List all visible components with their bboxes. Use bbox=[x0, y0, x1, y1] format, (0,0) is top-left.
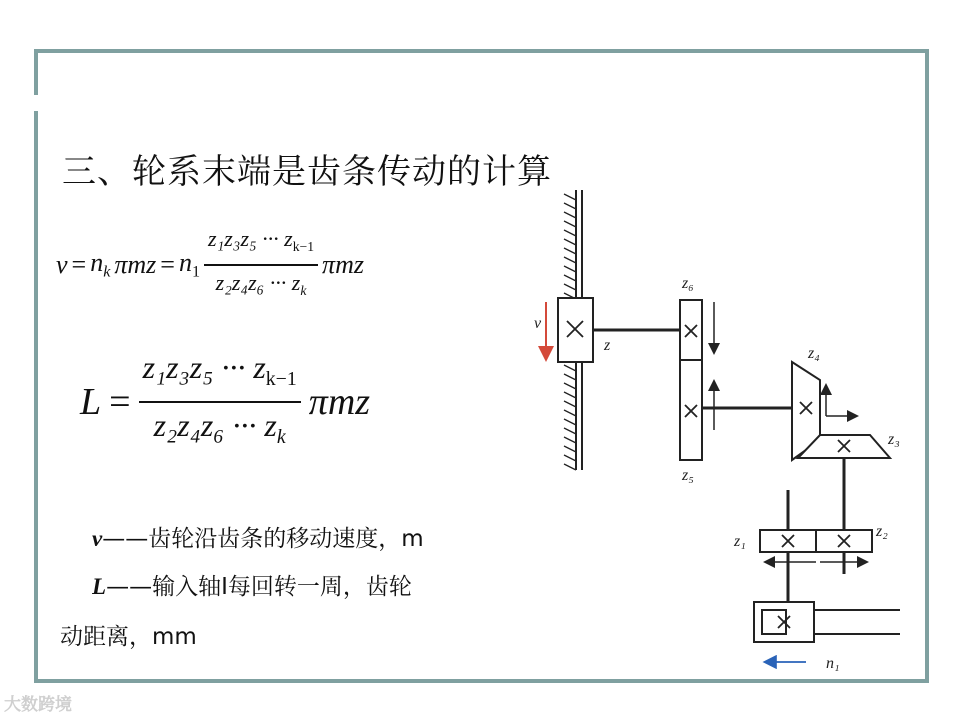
pinion-z bbox=[558, 298, 593, 362]
watermark-logo: 大数跨境 bbox=[4, 695, 72, 715]
label-z5: z₅ bbox=[682, 467, 694, 484]
rack-hatch-line bbox=[564, 257, 576, 263]
eq-v-lhs: v bbox=[56, 249, 68, 279]
rack-hatch-line bbox=[564, 401, 576, 407]
gear-z6-z5 bbox=[680, 300, 702, 460]
eq-L-numerator: z₁z₃z₅ ··· $z_{k-1}$ bbox=[142, 349, 297, 390]
rack-hatch-line bbox=[564, 239, 576, 245]
definition-L-continued: 动距离，mm bbox=[60, 624, 197, 650]
rack-hatch-line bbox=[564, 437, 576, 443]
eq-L-pimz: πmz bbox=[308, 380, 371, 423]
velocity-equation bbox=[56, 222, 364, 308]
rack-hatch-line bbox=[564, 428, 576, 434]
label-z3: z₃ bbox=[888, 431, 900, 448]
label-z2: z₂ bbox=[876, 523, 888, 540]
def-L-text: ——输入轴I每回转一周，齿轮 bbox=[106, 574, 412, 600]
rack-hatch-line bbox=[564, 266, 576, 272]
gear-pair-z1-z2 bbox=[760, 530, 872, 552]
rack-hatch-line bbox=[564, 194, 576, 200]
rack-hatch-line bbox=[564, 374, 576, 380]
rack-hatch-line bbox=[564, 365, 576, 371]
label-z: z bbox=[604, 337, 611, 354]
label-z4: z₄ bbox=[808, 345, 820, 362]
rack-hatch-line bbox=[564, 212, 576, 218]
rack-hatch-line bbox=[564, 230, 576, 236]
eq-v-denominator: z₂z₄z₆ ··· $z_k$ bbox=[215, 269, 307, 298]
rack-hatch-line bbox=[564, 284, 576, 290]
rack-hatch-line bbox=[564, 419, 576, 425]
frame-gap bbox=[30, 95, 40, 111]
definition-L bbox=[92, 568, 536, 601]
eq-v-fraction bbox=[204, 222, 318, 308]
eq-equals-3: = bbox=[109, 380, 131, 423]
eq-L-fraction bbox=[139, 345, 301, 459]
eq-equals-2: = bbox=[160, 249, 175, 279]
def-L-symbol: L bbox=[92, 574, 107, 599]
eq-L-lhs: L bbox=[80, 380, 102, 423]
label-z6: z₆ bbox=[682, 275, 694, 292]
eq-nk: $n_k$ bbox=[90, 247, 111, 281]
rack-hatch-line bbox=[564, 410, 576, 416]
definition-v bbox=[92, 520, 536, 553]
eq-pimz-1: πmz bbox=[114, 249, 157, 279]
displacement-equation bbox=[80, 345, 370, 459]
def-v-symbol: v bbox=[92, 526, 103, 551]
rack-hatch-line bbox=[564, 464, 576, 470]
rack-hatch-line bbox=[564, 248, 576, 254]
eq-L-denominator: z₂z₄z₆ ··· $z_k$ bbox=[153, 406, 286, 448]
eq-n1: $n_1$ bbox=[178, 247, 201, 281]
rack-hatch-line bbox=[564, 446, 576, 452]
rack-hatch-line bbox=[564, 383, 576, 389]
label-v: v bbox=[534, 315, 542, 332]
input-pulley bbox=[754, 602, 900, 642]
label-z1: z₁ bbox=[734, 533, 746, 550]
rack-hatch-line bbox=[564, 275, 576, 281]
eq-equals: = bbox=[71, 249, 87, 279]
rack-hatch-line bbox=[564, 455, 576, 461]
label-n1: n₁ bbox=[826, 655, 840, 672]
rack-hatch-line bbox=[564, 221, 576, 227]
eq-v-numerator: z₁z₃z₅ ··· $z_{k-1}$ bbox=[208, 226, 315, 254]
rack-hatch-line bbox=[564, 203, 576, 209]
slide-title: 三、轮系末端是齿条传动的计算 bbox=[62, 152, 552, 192]
def-v-text: ——齿轮沿齿条的移动速度，m bbox=[102, 526, 424, 552]
rack-hatch-line bbox=[564, 392, 576, 398]
gear-rack-mechanism-diagram bbox=[520, 190, 920, 680]
eq-pimz-2: πmz bbox=[322, 249, 364, 279]
